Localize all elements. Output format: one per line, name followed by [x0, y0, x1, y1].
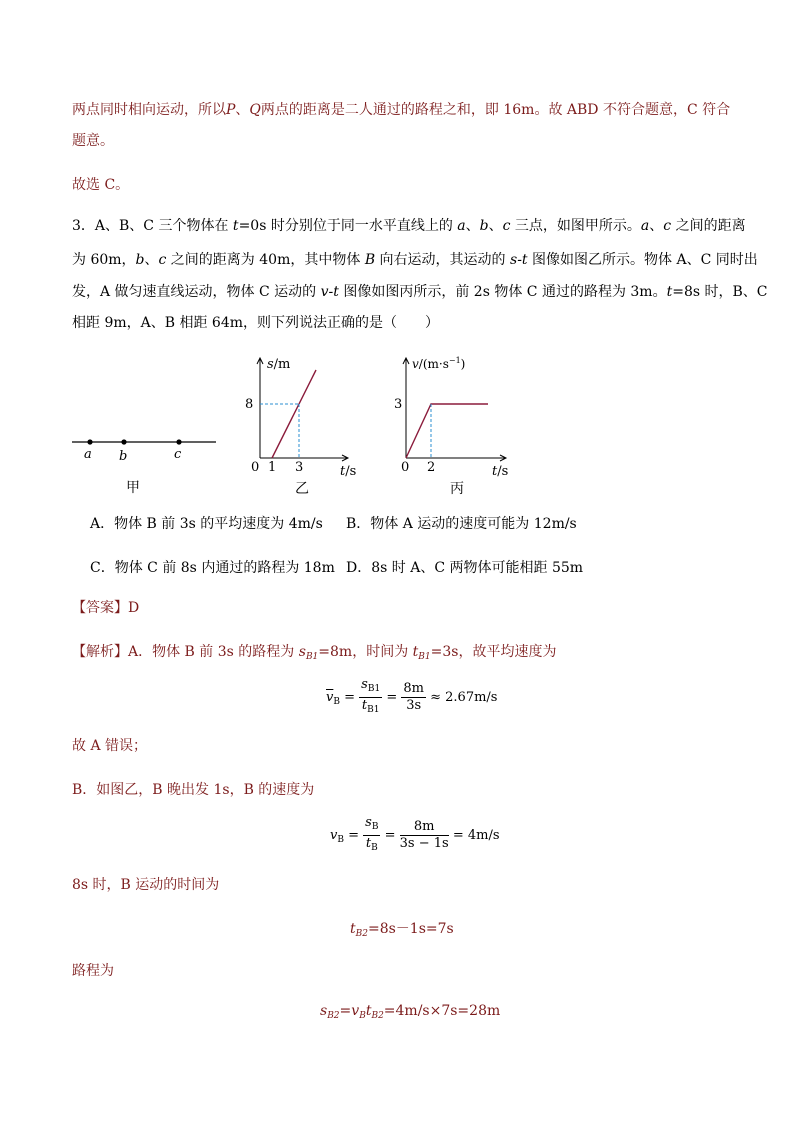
question-line-1: 3．A、B、C 三个物体在 t=0s 时分别位于同一水平直线上的 a、b、c 三点，如图甲所示。a、c 之间的距离: [72, 218, 746, 234]
y-axis-label: $v/(m\cdot s^{-1})$: [412, 356, 466, 371]
point-b: [121, 439, 126, 444]
x-axis-label: t/s: [340, 464, 357, 479]
option-c[interactable]: C．物体 C 前 8s 内通过的路程为 18m: [90, 560, 335, 576]
analysis-b-time-intro: 8s 时，B 运动的时间为: [72, 877, 220, 893]
question-line-2: 为 60m，b、c 之间的距离为 40m，其中物体 B 向右运动，其运动的 s-t 图像如图乙所示。物体 A、C 同时出: [72, 252, 758, 268]
tick-y-8: 8: [245, 397, 254, 412]
figure-bing-vt-graph: [390, 350, 530, 500]
tick-x-2: 2: [427, 460, 436, 475]
y-axis-label: s/m: [267, 357, 291, 372]
graph-line-b: [272, 370, 316, 458]
analysis-a-line: 【解析】A．物体 B 前 3s 的路程为 $s_{B1}=8m$，时间为 $t_{B1}=3s$，故平均速度为: [72, 644, 557, 662]
label-b: b: [119, 449, 128, 464]
tick-x-1: 1: [268, 460, 277, 475]
answer: 【答案】D: [72, 600, 140, 616]
figure-jia: [70, 420, 220, 500]
caption-jia: 甲: [126, 480, 140, 496]
formula-b-speed: $v_B$ = $\frac{s_B}{t_B}$ = $\frac{8m}{3s - 1s}$ = 4m/s: [330, 815, 500, 853]
option-b[interactable]: B．物体 A 运动的速度可能为 12m/s: [346, 516, 577, 532]
analysis-distance-intro: 路程为: [72, 963, 114, 979]
formula-b-time: $t_{B2}=8s-1s=7s$: [350, 921, 454, 939]
origin-label: 0: [401, 460, 410, 475]
figure-yi-st-graph: [240, 350, 370, 500]
caption-bing: 丙: [450, 481, 464, 497]
caption-yi: 乙: [295, 481, 309, 497]
point-c: [176, 439, 181, 444]
label-a: a: [84, 447, 92, 462]
tick-y-3: 3: [394, 397, 403, 412]
point-a: [87, 439, 92, 444]
analysis-a-conclusion: 故 A 错误；: [72, 738, 148, 754]
choose-answer: 故选 C。: [72, 177, 130, 193]
question-line-3: 发，A 做匀速直线运动，物体 C 运动的 v-t 图像如图丙所示，前 2s 物体 C 通过的路程为 3m。t=8s 时，B、C: [72, 284, 768, 300]
origin-label: 0: [251, 460, 260, 475]
intro-line-1: 两点同时相向运动，所以P、Q两点的距离是二人通过的路程之和，即 16m。故 ABD 不符合题意，C 符合: [72, 102, 731, 118]
question-line-4: 相距 9m，A、B 相距 64m，则下列说法正确的是（ ）: [72, 315, 440, 331]
option-d[interactable]: D．8s 时 A、C 两物体可能相距 55m: [346, 560, 584, 576]
option-a[interactable]: A．物体 B 前 3s 的平均速度为 4m/s: [90, 516, 323, 532]
label-c: c: [174, 447, 182, 462]
x-axis-label: t/s: [492, 464, 509, 479]
formula-avg-speed: $\overline{v}_B$ = $\frac{s_{B1}}{t_{B1}}$ = $\frac{8m}{3s}$ ≈ 2.67m/s: [326, 677, 498, 715]
intro-line-2: 题意。: [72, 133, 114, 149]
formula-b-distance: $s_{B2}=v_Bt_{B2}=4m/s\times 7s=28m$: [320, 1003, 501, 1021]
analysis-b-line: B．如图乙，B 晚出发 1s，B 的速度为: [72, 782, 315, 798]
tick-x-3: 3: [295, 460, 304, 475]
graph-line-c: [406, 404, 488, 458]
